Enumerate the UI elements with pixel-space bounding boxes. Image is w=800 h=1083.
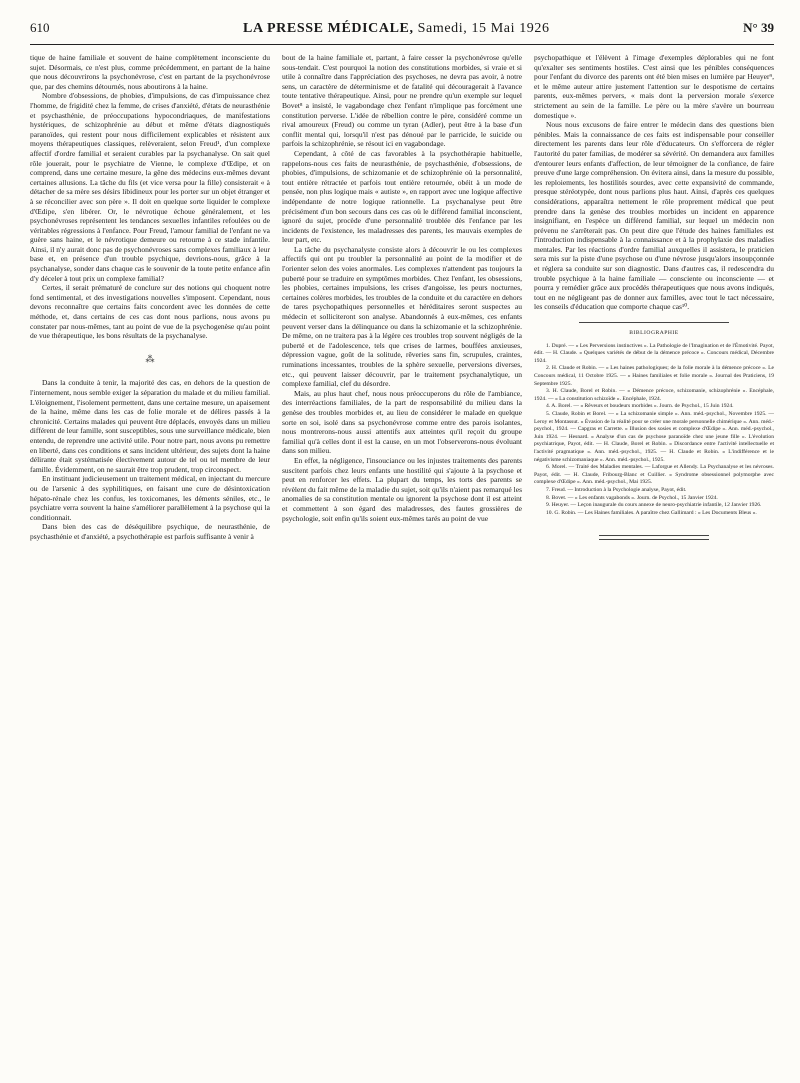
paragraph: Certes, il serait prématuré de conclure sur des notions qui choquent notre fond sentimental, et des investigations nouvelles s'imposent. Cependant, nous devons reconnaître que certains faits concordent avec les données de cette méthode, et, dans certains de ces cas dont nous parlions, nous avons pu constater par nous-mêmes, tant au point de vue de la psychogenèse qu'au point de vue thérapeutique, les bons résultats de la psychanalyse. [30,283,270,341]
page-number: 610 [30,20,50,35]
page-header [30,20,774,45]
bibliography-entry: 1. Dupré. — « Les Perversions instinctives ». La Pathologie de l'Imagination et de l'Émotivité. Payot, édit. — H. Claude. « Quelques variétés de début de la démence précoce ». Concours médical, Décembre 1924. [534,342,774,364]
journal-title [243,21,550,37]
end-rule [599,539,709,540]
bibliography-entry: 4. A. Borel. — « Rêveurs et boudeurs morbides ». Journ. de Psychol., 15 Juin 1924. [546,403,734,410]
paragraph: psychopathique et l'élèvent à l'image d'exemples déplorables qui ne font qu'exalter ses sentiments hostiles. C'est ainsi que les pénibles conséquences pour l'enfant du divorce des parents ont été bien mises en lumière par Heuyer⁹, et le même auteur attire justement l'attention sur le despotisme de certains parents, eux-mêmes pervers, « mais dont la perversion morale s'exerce strictement au sein de la famille. Le père ou la mère s'avère un bourreau domestique ». [534,53,774,120]
divider-rule [579,322,729,323]
asterism-divider: ⁂ [145,353,155,364]
column-2 [282,53,522,1083]
article-columns [30,53,774,1083]
bibliography-title: BIBLIOGRAPHIE [629,330,679,337]
issue-number: N° 39 [743,20,774,35]
column-3 [534,53,774,1083]
bibliography-entry: 9. Heuyer. — Leçon inaugurale du cours annexe de neuro-psychiatrie infantile, 12 Janvier 1926. [546,502,762,509]
bibliography-entry: 10. G. Robin. — Les Haines familiales. A paraître chez Gallimard : « Les Documents Bleus ». [546,509,757,516]
paragraph: Mais, au plus haut chef, nous nous préoccuperons du rôle de l'ambiance, des interréactions familiales, de la part de responsabilité du milieu dans la genèse des troubles morbides et, au lieu de considérer le malade en quelque sorte en soi, isolé dans sa psychonévrose comme entre des parois isolantes, nous montrerons-nous aussi attentifs aux atteintes qu'il reçoit du groupe familial qu'à celles dont il est la cause, en un mot l'observerons-nous évoluant dans son milieu. [282,388,522,456]
paragraph: Dans bien des cas de déséquilibre psychique, de neurasthénie, de psychasthénie et d'anxiété, a psychothérapie est parfois suffisante à venir à [30,522,270,541]
issue-date: Samedi, 15 Mai 1926 [413,21,550,36]
paragraph: Dans la conduite à tenir, la majorité des cas, en dehors de la question de l'internement, nous semble exiger la séparation du malade et du milieu familial. L'éloignement, l'isolement permettent, dans une certaine mesure, un apaisement de la haine, même dans les cas de folie morale et de délires passés à la chronicité. Certains malades qui peuvent être déplacés, envoyés dans un milieu différent de leur famille, sont susceptibles, sous une surveillance médicale, bien entendu, de reprendre une activité utile. Pour notre part, nous avons pu remettre en liberté, dans ces conditions et sans incident ultérieur, des sujets dont la haine délirante était systématisée électivement autour de tel ou tel membre de leur famille. Évidemment, on ne saurait être trop prudent, trop circonspect. [30,378,270,474]
bibliography-entry: 2. H. Claude et Robin. — « Les haines pathologiques; de la folie morale à la démence précoce ». Le Concours médical, 11 Octobre 1925. — « Haines familiales et folie morale ». Journal des Praticiens, 19 Septembre 1925. [534,365,774,387]
bibliography-entry: 5. Claude, Robin et Borel. — « La schizomanie simple ». Ann. méd.-psychol., Novembre 1925. — Leroy et Montassut. « Évasion de la réalité pour se créer une morale personnelle chimérique ». Ann. méd.-psychol., 1924. — Capgras et Carrette. « Illusion des sosies et complexe d'Œdipe ». Ann. méd.-psychol., Juin 1924. — Hesnard. « Analyse d'un cas de psychose paranoïde chez une jeune fille ». L'évolution psychiatrique, Payot, édit. — H. Claude, Borel et Robin. « Discordance entre l'activité intellectuelle et l'activité pragmatique ». Ann. méd.-psychol., 1925. — H. Claude et Robin. « L'indifférence et le négativisme schizomaniaque ». Ann. méd.-psychol., 1925. [534,410,774,463]
paragraph: La tâche du psychanalyste consiste alors à découvrir le ou les complexes affectifs qui ont pu troubler la personnalité au point de la modifier et de l'orienter selon des voies anormales. Les complexes n'attendent pas toujours la puberté pour se traduire en symptômes morbides. Chez l'enfant, les obsessions, les phobies, certaines impulsions, les crises d'angoisse, les peurs nocturnes, certaines colères morbides, les troubles de la conduite et du caractère en dehors de tares psychopathiques personnelles et héréditaires seront suspectes au médecin et solliciteront son analyse. Abandonnés à eux-mêmes, ces enfants peuvent verser dans la délinquance ou dans la schizomanie et la schizophrénie. De même, on ne traitera pas à la légère ces troubles trop souvent négligés de la puberté et de l'adolescence, tels que crises de larmes, bouffées anxieuses, dépression vague, goût de la solitude, rêveries sans fin, scrupules, craintes, ruminations incessantes, troubles de la sphère sexuelle, perversions diverses, etc., qui peuvent laisser découvrir, par le traitement psychanalytique, un complexe familial, clef du désordre. [282,244,522,389]
paragraph: tique de haine familiale et souvent de haine complètement inconsciente du sujet. Désormais, ce n'est plus, comme précédemment, en partant de la haine que nous découvrirons la psychonévrose, c'est en partant de la psychonévrose que, par des chemins détournés, nous aboutirons à la haine. [30,53,270,91]
bibliography-entry: 3. H. Claude, Borel et Robin. — « Démence précoce, schizomanie, schizophrénie ». Encéphale, 1924. — « La constitution schizoïde ». Encéphale, 1924. [534,388,774,402]
column-1 [30,53,270,1083]
paragraph: En effet, la négligence, l'insouciance ou les injustes traitements des parents suscitent parfois chez leurs enfants une hostilité qui s'ajoute à la psychose et peut en renforcer les effets. La plupart du temps, les torts des parents se révèlent du fait même de la maladie du sujet, soit qu'ils n'aient pas remarqué les anomalies de sa constitution mentale ou ignorent la psychose dont il est atteint et commettent à son égard des maladresses, des fautes grossières de psychologie, soit enfin qu'ils soient eux-mêmes tarés au point de vue [282,455,522,523]
bibliography-entry: 6. Morel. — Traité des Maladies mentales. — Laforgue et Allendy. La Psychanalyse et les névroses. Payot, édit. — H. Claude, Fribourg-Blanc et Cuillier. « Syndrome obsessionnel polymorphe avec complexe d'Œdipe ». Ann. méd.-psychol., Mai 1925. [534,464,774,486]
paragraph: En instituant judicieusement un traitement médical, en injectant du mercure ou de l'arsenic à des syphilitiques, en faisant une cure de désintoxication hépato-rénale chez les confus, les toxicomanes, les déments séniles, etc., le psychiatre verra souvent la haine s'améliorer parallèlement à la psychose qui la conditionnait. [30,474,270,522]
paragraph: Nombre d'obsessions, de phobies, d'impulsions, de cas d'impuissance chez l'homme, de frigidité chez la femme, de crises d'anxiété, d'états de neurasthénie et psychasthénie, de préoccupations hypocondriaques, de manifestations hystériques, de schizophrénie au début et même d'états diagnostiqués paranoïdes, qui restent pour nous difficilement explicables et résistent aux moyens thérapeutiques classiques, relèveraient, selon Freud¹, d'un complexe affectif d'ordre familial et seraient curables par la psychanalyse. On sait quel rôle jouerait, pour le psychiatre de Vienne, le complexe d'Œdipe, et on comprend, dans une certaine mesure, la gêne des médecins eux-mêmes devant certaines allusions. La tâche du fils (et vice versa pour la fille) consisterait « à détacher de sa mère ses désirs libidineux pour les porter sur un objet étranger et à se réconcilier avec son père ». Il doit en quelque sorte liquider le complexe d'Œdipe, s'en libérer. Or, le névrotique échoue généralement, et les psychonévroses représentent les tendances sexuelles infantiles refoulées ou de véritables régressions à l'enfance. Pour Freud, l'amour familial de l'enfant ne va guère sans haine, et le névrotique demeure ou retourne à ce stade infantile. Ainsi, il n'y aurait donc pas de psychonévroses sans complexes familiaux à leur base et, en présence d'un trouble psychique, devrions-nous, grâce à la psychanalyse, sonder dans chaque cas le souvenir de la toute petite enfance afin d'y déceler à tout prix un complexe familial? [30,91,270,283]
paragraph: Nous nous excusons de faire entrer le médecin dans des questions bien pénibles. Mais la connaissance de ces faits est indispensable pour conseiller directement les parents dans leur rôle d'éducateurs. On s'efforcera de régler l'autorité du pater familias, de modérer sa sévérité. On demandera aux familles d'entourer leurs enfants d'affection, de leur témoigner de la confiance, de faire preuve d'une large compréhension. On évitera ainsi, dans la mesure du possible, les reploiements, les hostilités sourdes, avec cette expansivité de commande, presque stéréotypée, dont nous parlions plus haut. Ainsi, d'après ces quelques considérations, apparaîtra nettement le rôle proprement médical que peut prendre dans la genèse des troubles morbides un incident en apparence insignifiant, en l'espèce un différend familial, sur lequel un médecin non prévenu ne s'arrêterait pas. On peut dire que l'étude des haines familiales est l'introduction indispensable à la connaissance et à la prophylaxie des maladies mentales. Par les réactions d'ordre familial auxquelles il assistera, le praticien sera mis sur la piste d'une psychose ou d'une névrose jusqu'alors insoupçonnée et réglera sa conduite sur son diagnostic. Dans d'autres cas, il redescendra du trouble psychique à la haine familiale — consciente ou inconsciente — et pourra y remédier grâce aux procédés thérapeutiques que nous avons indiqués, tout en ne négligeant pas de donner aux familles, avec tout le tact nécessaire, les conseils d'éducation que comporte chaque cas¹⁰. [534,120,774,312]
bibliography-entry: 7. Freud. — Introduction à la Psychologie analyse, Payot, édit. [546,486,687,493]
paragraph: Cependant, à côté de cas favorables à la psychothérapie habituelle, rappelons-nous ces faits de neurasthénie, de psychasthénie, d'obsessions, de phobies, d'impulsions, de schizomanie et de schizophrénie où la personnalité, tout entière rétractée et parfois tout entière retournée, obéit à un mode de pensée, non plus logique mais « autiste », en rapport avec une logique affective indépendante de notre logique rationnelle. La psychanalyse peut être précisément d'un bon secours dans ces cas où le différend familial inconscient, ignoré du sujet, procède d'une personnalité troublée dès l'enfance par les incidents de l'existence, les maladresses des parents, les mauvais exemples de leur part, etc. [282,148,522,245]
end-rule [599,535,709,536]
paragraph: bout de la haine familiale et, partant, à faire cesser la psychonévrose qu'elle sous-tendait. C'est pourquoi la notion des constitutions morbides, si vraie et si utile à connaître dans l'appréciation des psychoses, ne devra pas avoir, à notre sens, un caractère de déterminisme et de fatalité qui découragerait à l'avance toute tentative thérapeutique. Ainsi, pour ne prendre qu'un exemple sur lequel Bovet⁸ a insisté, le vagabondage chez l'enfant n'implique pas forcément une constitution perverse. L'idée de rébellion contre le père, considéré comme un rival amoureux (Freud) ou comme un tyran (Adler), peut être à la base d'un conflit mental qui, lorsqu'il n'est pas dénoué par le parricide, le suicide ou parfois la schizophrénie, se résout ici en vagabondage. [282,53,522,149]
journal-name: LA PRESSE MÉDICALE, [243,21,414,36]
bibliography-entry: 8. Bovet. — « Les enfants vagabonds ». Journ. de Psychol., 15 Janvier 1924. [546,494,718,501]
